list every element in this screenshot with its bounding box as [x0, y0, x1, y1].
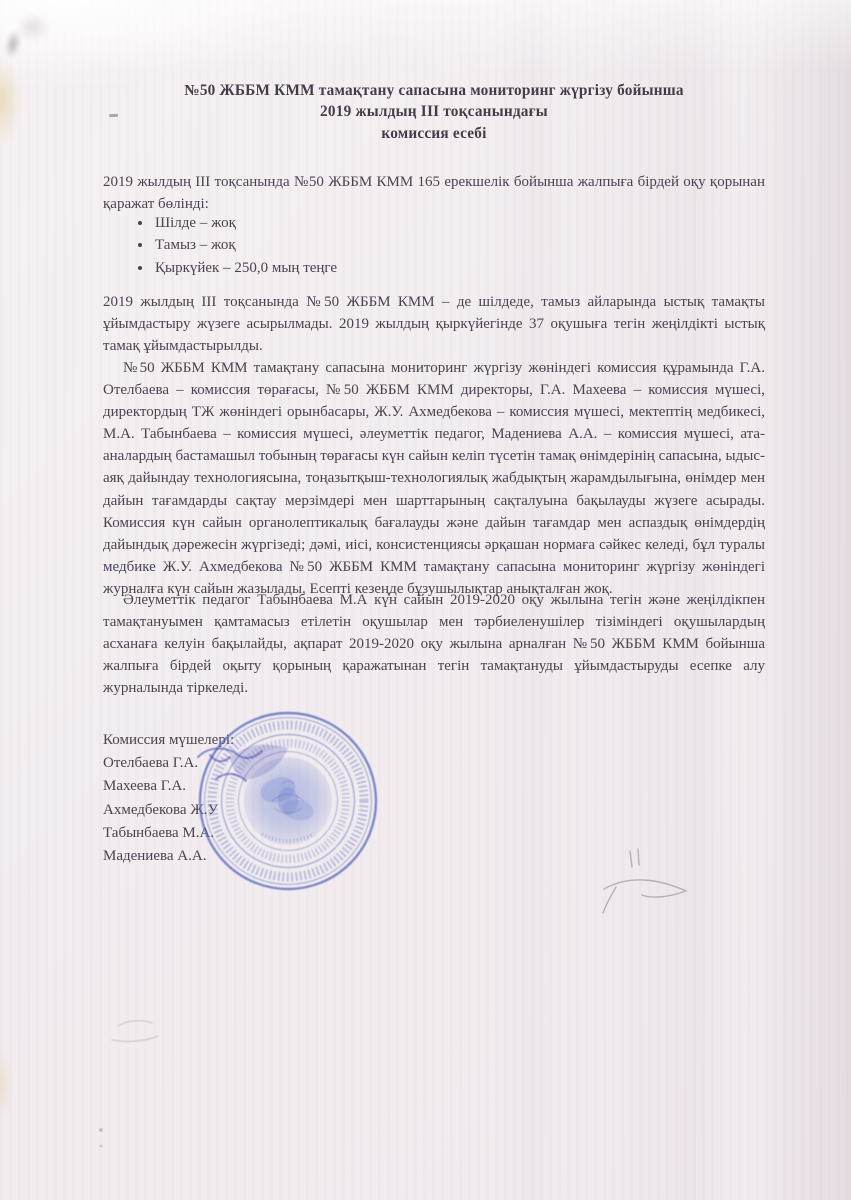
signature-heading: Комиссия мүшелері: — [103, 732, 235, 748]
paragraph-funding-intro: 2019 жылдың ІІІ тоқсанында №50 ЖББМ КММ 165 ерекшелік бойынша жалпыға бірдей оқу қорынан қаражат бөлінді: — [103, 174, 765, 213]
pencil-marks-bottom — [92, 1012, 172, 1157]
signature-name: Махеева Г.А. — [103, 778, 187, 795]
paragraph-social-pedagog: Әлеуметтік педагог Табынбаева М.А күн сайын 2019-2020 оқу жылына тегін және жеңілдікпен тамақтануымен қамтамасыз етілетін оқушылар мен тәрбиеленушілер тізіміндегі оқушылардың асханаға келуін бақылайды, ақпарат 2019-2020 оқу жылына арналған №50 ЖББМ КММ бойынша жалпыға бірдей оқыту қорының қаражатынан тегін тамақтануды ұйымдастыруды есепке алу журналында тіркеледі. — [103, 592, 765, 697]
signature-name: Отелбаева Г.А. — [103, 755, 199, 772]
signature-name: Ахмедбекова Ж.У — [103, 801, 219, 818]
funding-month-list — [135, 212, 653, 279]
paragraph-commission-monitoring: №50 ЖББМ КММ тамақтану сапасына мониторинг жүргізу жөніндегі комиссия құрамында Г.А. Отелбаева – комиссия төрағасы, №50 ЖББМ КММ директоры, Г.А. Махеева – комиссия мүшесі, директордың ТЖ жөніндегі орынбасары, Ж.У. Ахмедбекова – комиссия мүшесі, мектептің медбикесі, М.А. Табынбаева – комиссия мүшесі, әлеуметтік педагог, Мадениева А.А. – комиссия мүшесі, ата-аналардың бастамашыл тобының төрағасы күн сайын келіп түсетін тамақ өнімдерінің сапасына, ыдыс-аяқ дайындау технологиясына, тоңазытқыш-технологиялық жабдықтың жарамдылығына, өнімдер мен дайын тағамдарды сақтау мерзімдері мен шарттарының сақталуына бақылауды жүзеге асырады. Комиссия күн сайын органолептикалық бағалауды және дайын тағамдар мен аспаздық өнімдердің дайындық дәрежесін жүргізеді; дәмі, иісі, консистенциясы әрқашан нормаға сәйкес келеді, бұл туралы медбике Ж.У. Ахмедбекова №50 ЖББМ КММ тамақтану сапасына мониторинг жүргізу жөніндегі журналға күн сайын жазылады. Есепті кезеңде бұзушылықтар анықталған жоқ. — [103, 360, 765, 597]
signature-name: Табынбаева М.А. — [103, 824, 215, 841]
title-line: комиссия есебі — [381, 124, 487, 142]
pencil-squiggle — [592, 841, 704, 925]
paragraph-meals-summary: 2019 жылдың ІІІ тоқсанында №50 ЖББМ КММ – де шілдеде, тамыз айларында ыстық тамақты ұйымдастыру жүзеге асырылмады. 2019 жылдың қыркүйегінде 37 оқушыға тегін жеңілдікті ыстық тамақ ұйымдастырылды. — [103, 294, 765, 355]
document-title — [103, 80, 765, 144]
list-item: • Қыркүйек – 250,0 мың теңге — [153, 257, 653, 279]
list-item: • Тамыз – жоқ — [153, 234, 653, 256]
list-item: • Шілде – жоқ — [153, 212, 653, 234]
title-line: 2019 жылдың ІІІ тоқсанындағы — [320, 103, 548, 121]
title-line: №50 ЖББМ КММ тамақтану сапасына мониторинг жүргізу бойынша — [184, 82, 684, 99]
signature-scribbles — [150, 733, 360, 808]
signature-name: Мадениева А.А. — [103, 848, 207, 865]
